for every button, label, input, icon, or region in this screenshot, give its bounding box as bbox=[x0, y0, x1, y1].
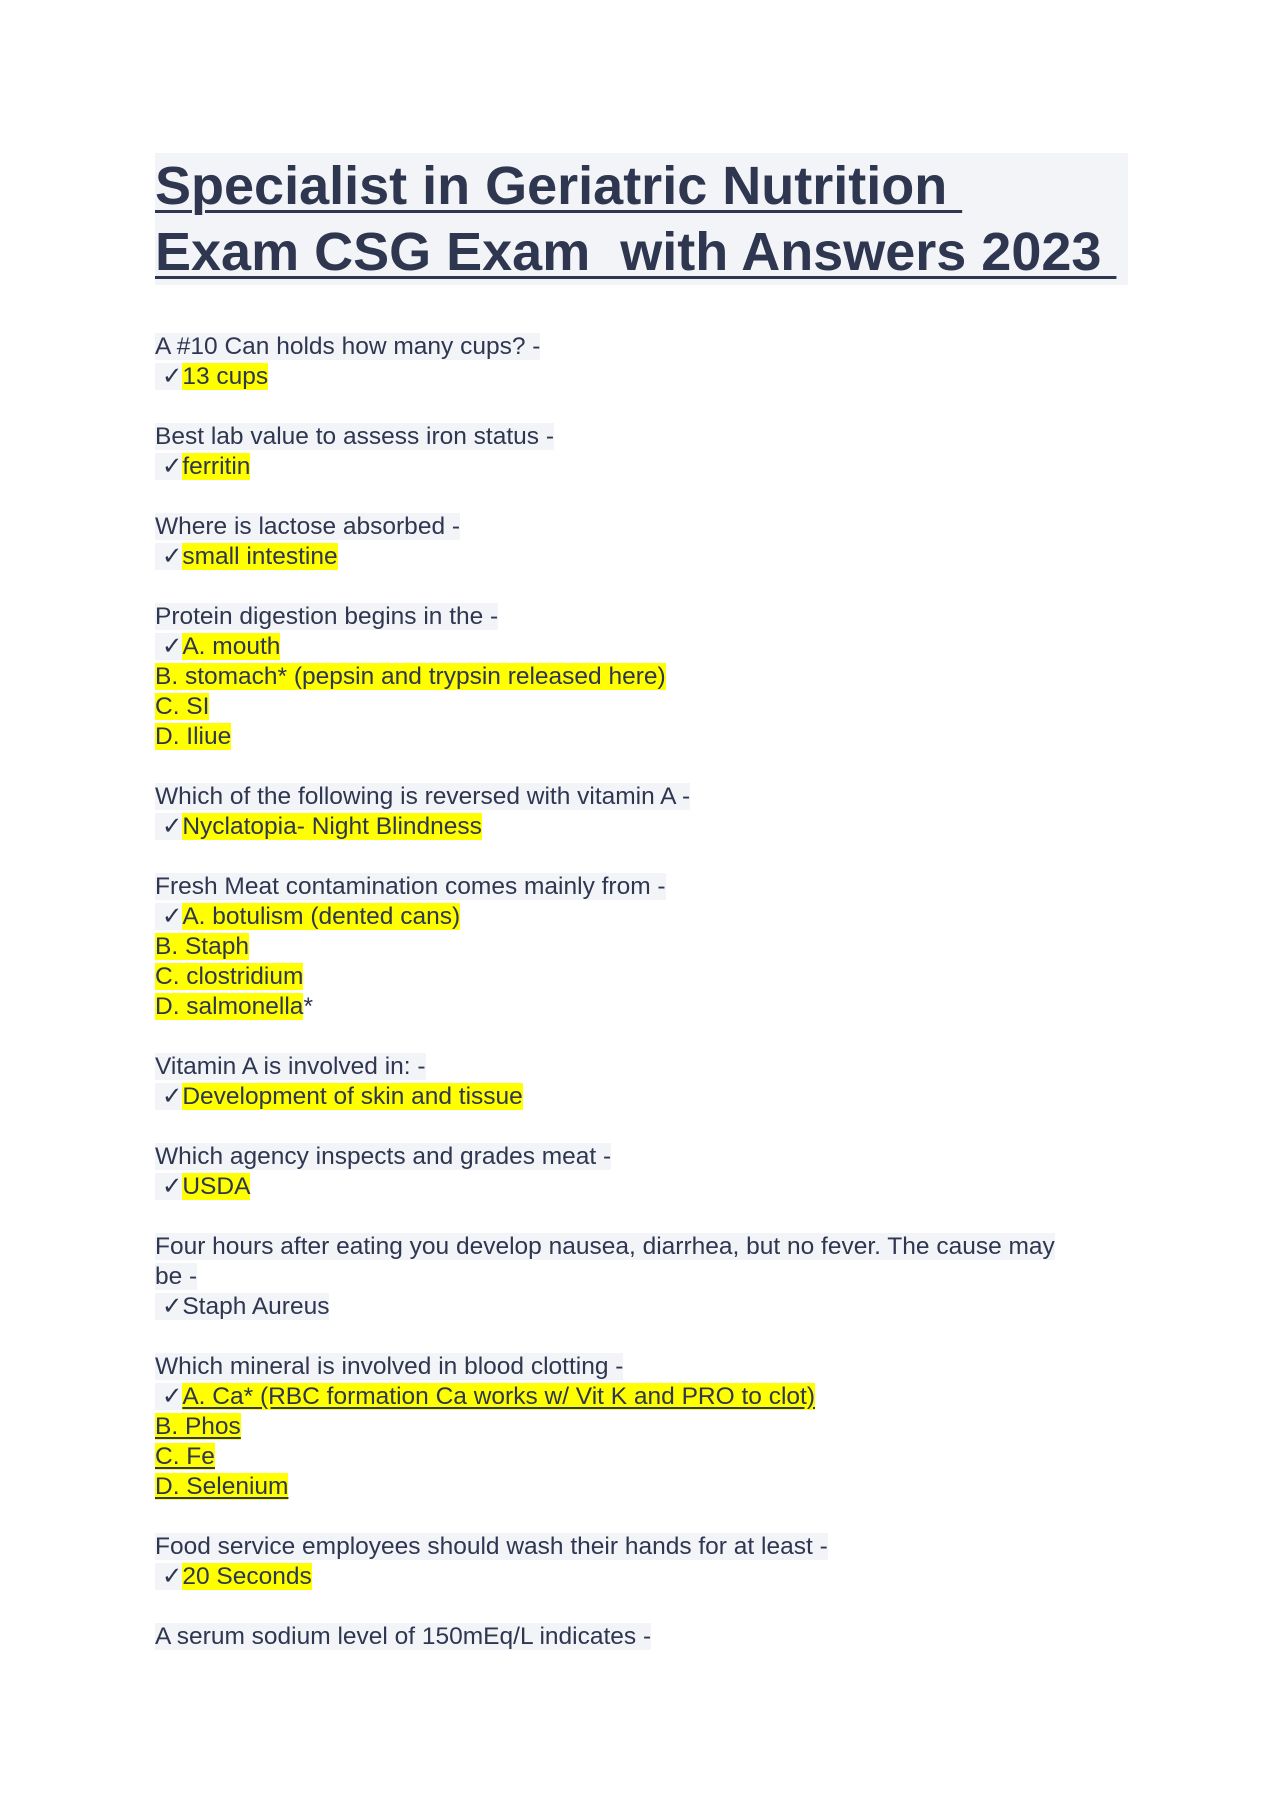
question-text: Which of the following is reversed with vitamin A - bbox=[155, 783, 691, 810]
answer-text: USDA bbox=[182, 1173, 251, 1200]
answer-line bbox=[155, 1472, 1115, 1502]
question-line bbox=[155, 782, 1115, 812]
answer-line bbox=[155, 1292, 1115, 1322]
answer-line bbox=[155, 932, 1115, 962]
answer-text: B. Staph bbox=[155, 933, 249, 960]
answer-line bbox=[155, 1172, 1115, 1202]
question-line bbox=[155, 422, 1115, 452]
answer-line bbox=[155, 992, 1115, 1022]
question-line bbox=[155, 872, 1115, 902]
check-mark: ✓ bbox=[155, 1173, 183, 1200]
question-line bbox=[155, 1052, 1115, 1082]
answer-line bbox=[155, 542, 1115, 572]
question-line bbox=[155, 1262, 1115, 1292]
answer-text: Nyclatopia- Night Blindness bbox=[182, 813, 482, 840]
qa-item bbox=[155, 602, 1115, 752]
answer-line bbox=[155, 1082, 1115, 1112]
answer-text: D. salmonella bbox=[155, 993, 304, 1020]
answer-line bbox=[155, 812, 1115, 842]
document-title bbox=[155, 153, 1128, 285]
question-line bbox=[155, 602, 1115, 632]
qa-item bbox=[155, 422, 1115, 482]
qa-item bbox=[155, 782, 1115, 842]
question-line bbox=[155, 1232, 1115, 1262]
qa-list bbox=[155, 332, 1115, 1682]
answer-line bbox=[155, 362, 1115, 392]
question-text: Vitamin A is involved in: - bbox=[155, 1053, 426, 1080]
question-text: A #10 Can holds how many cups? - bbox=[155, 333, 541, 360]
answer-line bbox=[155, 632, 1115, 662]
check-mark: ✓ bbox=[155, 903, 183, 930]
answer-text: ferritin bbox=[182, 453, 251, 480]
answer-text: D. Iliue bbox=[155, 723, 232, 750]
answer-line bbox=[155, 1412, 1115, 1442]
title-line-2: Exam CSG Exam with Answers 2023 bbox=[155, 222, 1117, 282]
question-line bbox=[155, 332, 1115, 362]
answer-text: small intestine bbox=[182, 543, 338, 570]
answer-line bbox=[155, 1382, 1115, 1412]
answer-text: C. SI bbox=[155, 693, 210, 720]
question-line bbox=[155, 1622, 1115, 1652]
answer-line bbox=[155, 692, 1115, 722]
question-text: A serum sodium level of 150mEq/L indicates - bbox=[155, 1623, 652, 1650]
answer-text: D. Selenium bbox=[155, 1473, 289, 1500]
answer-line bbox=[155, 662, 1115, 692]
answer-line bbox=[155, 1562, 1115, 1592]
question-text: Which agency inspects and grades meat - bbox=[155, 1143, 612, 1170]
check-mark: ✓ bbox=[155, 543, 183, 570]
answer-text: Development of skin and tissue bbox=[182, 1083, 523, 1110]
qa-item bbox=[155, 1622, 1115, 1652]
question-text: Food service employees should wash their hands for at least - bbox=[155, 1533, 828, 1560]
qa-item bbox=[155, 1232, 1115, 1322]
qa-item bbox=[155, 1352, 1115, 1502]
answer-text: A. botulism (dented cans) bbox=[182, 903, 461, 930]
answer-line bbox=[155, 902, 1115, 932]
check-mark: ✓ bbox=[155, 813, 183, 840]
question-text: Best lab value to assess iron status - bbox=[155, 423, 554, 450]
qa-item bbox=[155, 1532, 1115, 1592]
answer-text: 20 Seconds bbox=[182, 1563, 312, 1590]
answer-text: C. Fe bbox=[155, 1443, 215, 1470]
answer-text: B. stomach* (pepsin and trypsin released here) bbox=[155, 663, 666, 690]
qa-item bbox=[155, 872, 1115, 1022]
answer-text: A. Ca* (RBC formation Ca works w/ Vit K and PRO to clot) bbox=[182, 1383, 816, 1410]
question-line bbox=[155, 512, 1115, 542]
answer-line bbox=[155, 452, 1115, 482]
question-text: be - bbox=[155, 1263, 198, 1290]
answer-line bbox=[155, 722, 1115, 752]
answer-text: A. mouth bbox=[182, 633, 281, 660]
title-line-1: Specialist in Geriatric Nutrition bbox=[155, 156, 963, 216]
question-line bbox=[155, 1532, 1115, 1562]
check-mark: ✓ bbox=[155, 1383, 183, 1410]
answer-text: Staph Aureus bbox=[182, 1293, 330, 1320]
check-mark: ✓ bbox=[155, 1083, 183, 1110]
question-line bbox=[155, 1142, 1115, 1172]
question-text: Fresh Meat contamination comes mainly from - bbox=[155, 873, 666, 900]
check-mark: ✓ bbox=[155, 1563, 183, 1590]
answer-line bbox=[155, 1442, 1115, 1472]
answer-text: C. clostridium bbox=[155, 963, 304, 990]
answer-suffix: * bbox=[303, 993, 313, 1020]
answer-line bbox=[155, 962, 1115, 992]
question-text: Which mineral is involved in blood clotting - bbox=[155, 1353, 624, 1380]
check-mark: ✓ bbox=[155, 363, 183, 390]
answer-text: 13 cups bbox=[182, 363, 269, 390]
answer-text: B. Phos bbox=[155, 1413, 241, 1440]
question-text: Four hours after eating you develop nausea, diarrhea, but no fever. The cause may bbox=[155, 1233, 1055, 1260]
qa-item bbox=[155, 1052, 1115, 1112]
question-text: Where is lactose absorbed - bbox=[155, 513, 461, 540]
question-line bbox=[155, 1352, 1115, 1382]
question-text: Protein digestion begins in the - bbox=[155, 603, 499, 630]
qa-item bbox=[155, 512, 1115, 572]
check-mark: ✓ bbox=[155, 1293, 183, 1320]
qa-item bbox=[155, 1142, 1115, 1202]
qa-item bbox=[155, 332, 1115, 392]
check-mark: ✓ bbox=[155, 453, 183, 480]
check-mark: ✓ bbox=[155, 633, 183, 660]
